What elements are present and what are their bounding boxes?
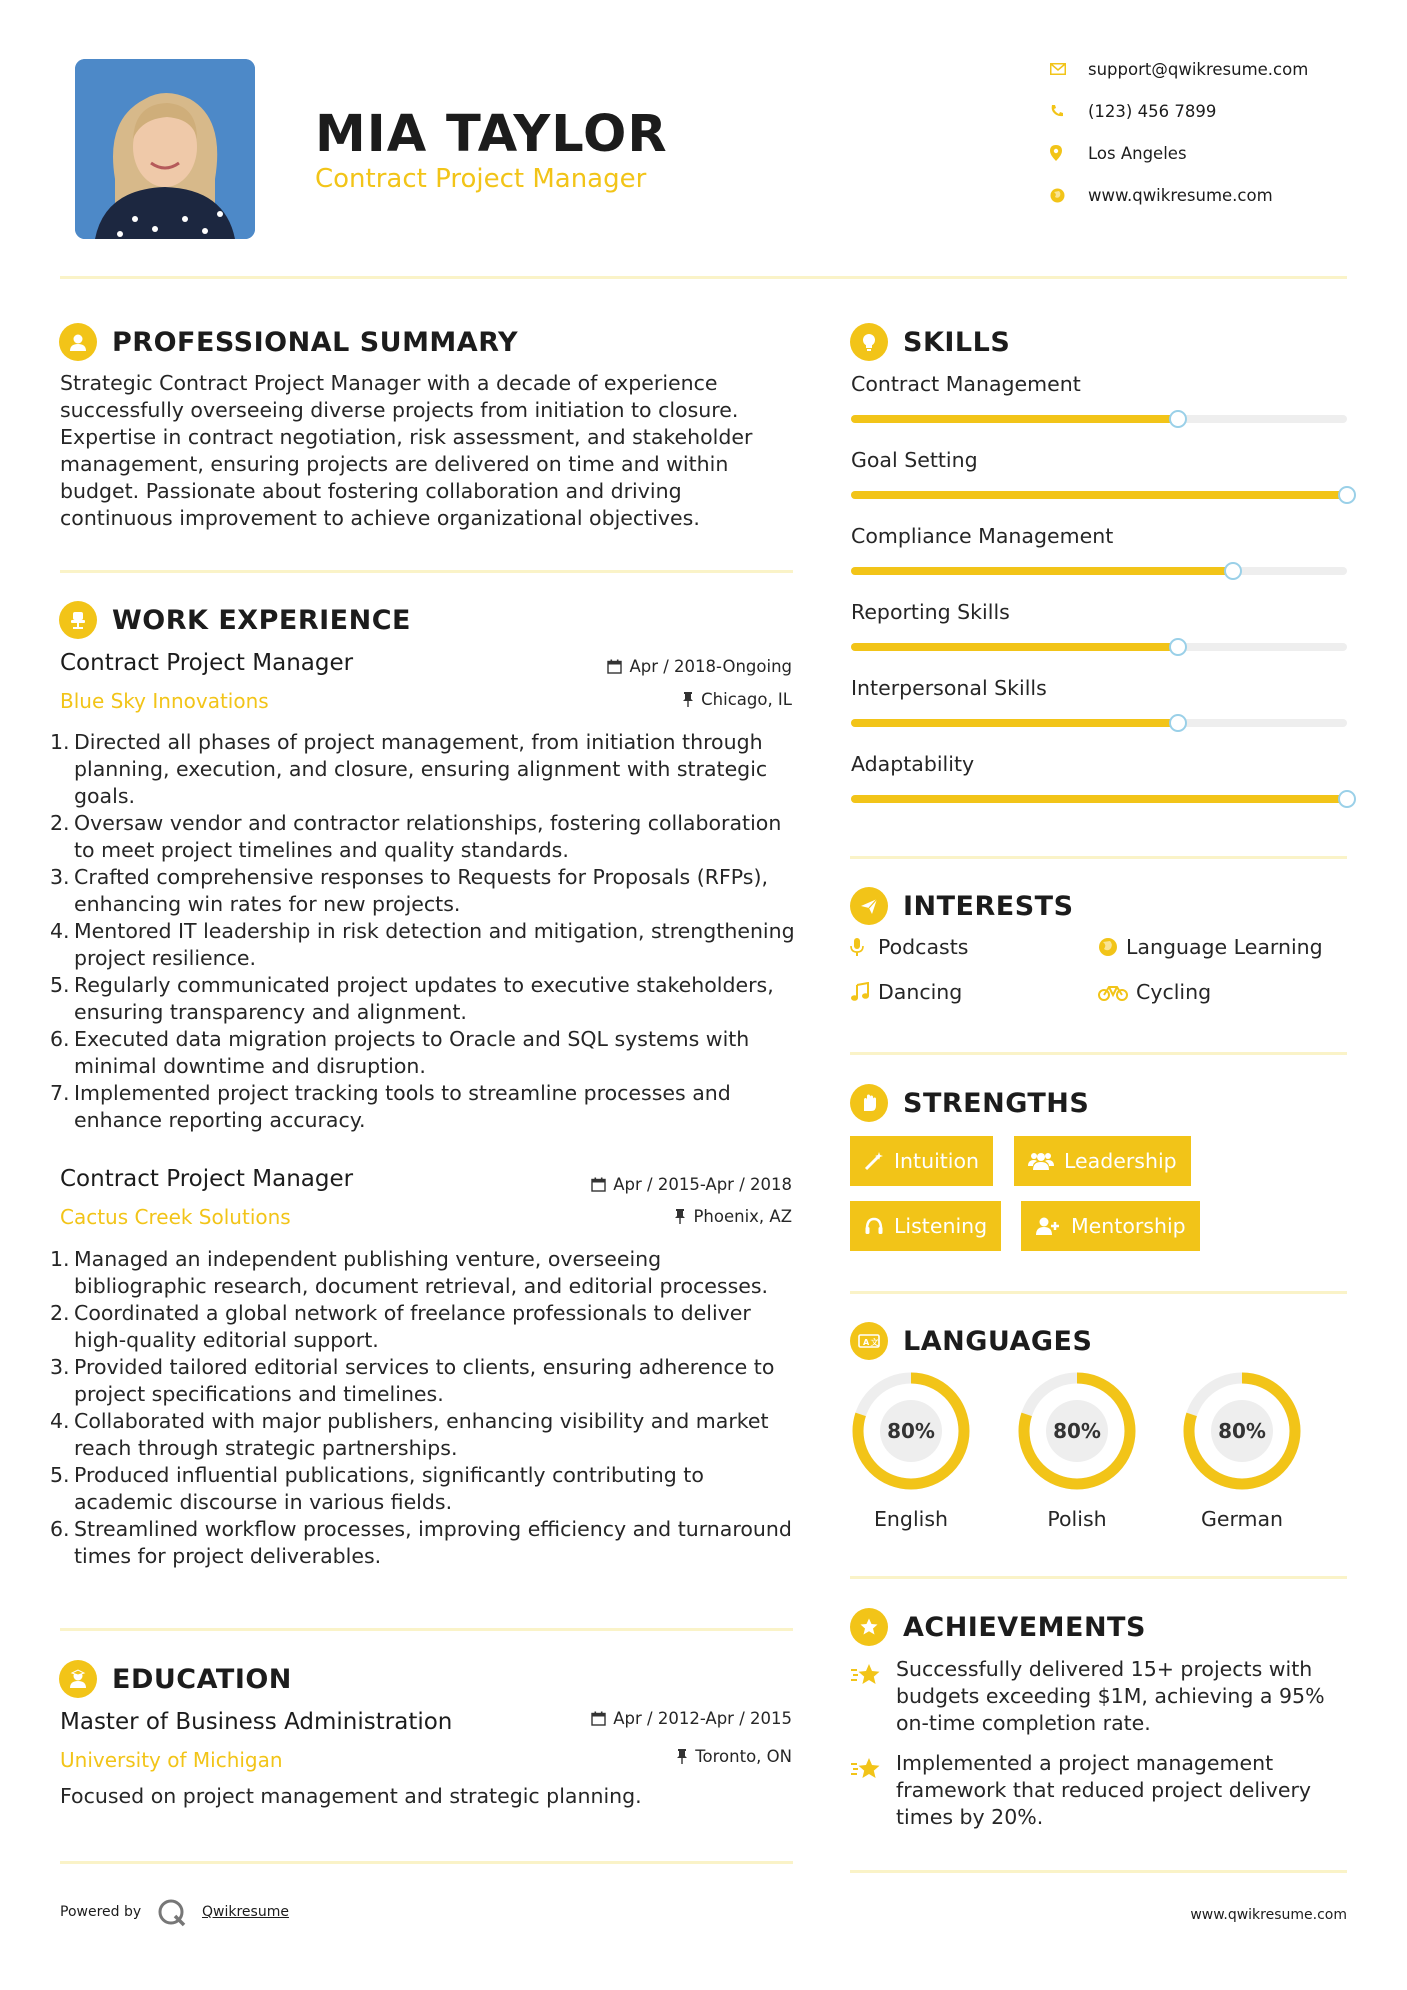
languages-section-header — [850, 1321, 1092, 1361]
achievement-star-icon — [850, 1662, 882, 1692]
summary-text: Strategic Contract Project Manager with a decade of experience successfully overseeing diverse projects from initiation to closure. Expertise in contract negotiation, risk assessment, and stakeholder management, ensuring projects are delivered on time and within budget. Passionate about fostering collaboration and driving continuous improvement to achieve organizational objectives. — [60, 371, 753, 530]
magic-wand-icon — [864, 1151, 884, 1171]
powered-by-label: Powered by — [60, 1904, 142, 1920]
envelope-icon — [1050, 63, 1088, 75]
lightbulb-icon — [850, 323, 888, 361]
skill-label: Reporting Skills — [851, 600, 1010, 624]
language-ring — [1180, 1369, 1304, 1493]
education-location-text: Toronto, ON — [695, 1747, 792, 1766]
strength-label: Mentorship — [1071, 1214, 1186, 1238]
school-name: University of Michigan — [60, 1748, 283, 1772]
skill-progress-bar — [851, 415, 1347, 423]
skill-progress-fill — [851, 567, 1233, 575]
header-divider — [60, 276, 1347, 279]
skills-section-header — [850, 322, 1010, 362]
office-chair-icon — [59, 601, 97, 639]
strength-tag — [1021, 1201, 1200, 1251]
interests-section-header — [850, 886, 1074, 926]
map-pin-icon — [1050, 145, 1088, 161]
hand-icon — [850, 1084, 888, 1122]
education-divider — [60, 1861, 793, 1864]
language-ring — [849, 1369, 973, 1493]
contact-email[interactable] — [1050, 54, 1350, 84]
headphones-icon — [864, 1216, 884, 1236]
skill-level-knob — [1338, 486, 1356, 504]
interest-label: Language Learning — [1126, 935, 1323, 959]
language-ring — [1015, 1369, 1139, 1493]
skill-progress-bar — [851, 643, 1347, 651]
job-location-text: Phoenix, AZ — [693, 1207, 792, 1226]
interests-heading: INTERESTS — [903, 890, 1074, 922]
summary-section-header — [59, 322, 518, 362]
skill-progress-fill — [851, 415, 1178, 423]
skill-progress-bar — [851, 491, 1347, 499]
strength-label: Leadership — [1064, 1149, 1177, 1173]
job-location — [520, 1207, 792, 1226]
interest-label: Cycling — [1136, 980, 1212, 1004]
profile-photo — [75, 59, 255, 239]
interests-divider — [850, 1052, 1347, 1055]
contact-location — [1050, 138, 1350, 168]
education-dates — [520, 1709, 792, 1728]
education-description: Focused on project management and strategic planning. — [60, 1784, 642, 1808]
music-note-icon — [850, 982, 878, 1002]
strengths-heading: STRENGTHS — [903, 1087, 1090, 1119]
education-heading: EDUCATION — [112, 1663, 292, 1695]
contact-location-text: Los Angeles — [1088, 143, 1187, 163]
paper-plane-icon — [850, 887, 888, 925]
globe-icon — [1098, 937, 1126, 957]
language-percent: 80% — [1053, 1419, 1101, 1443]
achievements-divider — [850, 1870, 1347, 1873]
qwikresume-link[interactable]: Qwikresume — [202, 1904, 289, 1920]
strengths-section-header — [850, 1083, 1089, 1123]
interest-item — [850, 935, 968, 959]
skills-heading: SKILLS — [903, 326, 1011, 358]
list-item: 1. Directed all phases of project management, from initiation through planning, execution, and closure, ensuring alignment with strategic goals. — [50, 730, 768, 808]
globe-icon — [1050, 188, 1088, 203]
skill-progress-bar — [851, 567, 1347, 575]
pushpin-icon — [682, 692, 694, 707]
achievements-heading: ACHIEVEMENTS — [903, 1611, 1146, 1643]
skill-level-knob — [1169, 714, 1187, 732]
strength-tag — [1014, 1136, 1191, 1186]
job-company: Cactus Creek Solutions — [60, 1205, 291, 1229]
education-section-header — [59, 1659, 292, 1699]
achievement-text: Implemented a project management framework that reduced project delivery times by 20%. — [896, 1751, 1312, 1829]
svg-text:文: 文 — [870, 1338, 879, 1347]
job-bullet-list — [50, 1246, 795, 1570]
skill-level-knob — [1169, 638, 1187, 656]
footer-url[interactable]: www.qwikresume.com — [1190, 1907, 1347, 1923]
job-dates — [520, 1175, 792, 1194]
education-dates-text: Apr / 2012-Apr / 2015 — [613, 1709, 792, 1728]
list-item: 2. Coordinated a global network of freelance professionals to deliver high-quality editorial support. — [50, 1301, 751, 1352]
list-item: 3. Crafted comprehensive responses to Requests for Proposals (RFPs), enhancing win rates for new projects. — [50, 865, 768, 916]
achievement-star-icon — [850, 1756, 882, 1786]
contact-phone-text: (123) 456 7899 — [1088, 101, 1217, 121]
job-dates-text: Apr / 2018-Ongoing — [629, 657, 792, 676]
phone-icon — [1050, 104, 1088, 118]
job-bullet-list — [50, 729, 795, 1134]
job-location — [520, 690, 792, 709]
contact-website-text: www.qwikresume.com — [1088, 185, 1273, 205]
job-title: Contract Project Manager — [60, 1166, 354, 1192]
experience-section-header — [59, 600, 411, 640]
star-badge-icon — [850, 1608, 888, 1646]
job-dates-text: Apr / 2015-Apr / 2018 — [613, 1175, 792, 1194]
skill-progress-bar — [851, 719, 1347, 727]
list-item: 6. Streamlined workflow processes, improving efficiency and turnaround times for project deliverables. — [50, 1517, 792, 1568]
languages-divider — [850, 1576, 1347, 1579]
degree-title: Master of Business Administration — [60, 1709, 453, 1735]
job-location-text: Chicago, IL — [701, 690, 792, 709]
candidate-name: MIA TAYLOR — [315, 105, 668, 164]
microphone-icon — [850, 937, 878, 957]
svg-text:A: A — [863, 1338, 870, 1347]
skill-progress-fill — [851, 719, 1178, 727]
summary-divider — [60, 570, 793, 573]
skill-label: Contract Management — [851, 372, 1081, 396]
list-item: 5. Regularly communicated project updates to executive stakeholders, ensuring transparency and alignment. — [50, 973, 774, 1024]
education-location — [520, 1747, 792, 1766]
interest-item — [850, 980, 962, 1004]
list-item: 5. Produced influential publications, significantly contributing to academic discourse in various fields. — [50, 1463, 704, 1514]
skill-level-knob — [1338, 790, 1356, 808]
list-item: 3. Provided tailored editorial services to clients, ensuring adherence to project specifications and timelines. — [50, 1355, 775, 1406]
experience-heading: WORK EXPERIENCE — [112, 604, 411, 636]
language-label: Polish — [1047, 1507, 1107, 1531]
skill-progress-bar — [851, 795, 1347, 803]
job-dates — [520, 657, 792, 676]
strengths-divider — [850, 1291, 1347, 1294]
interest-item — [1098, 980, 1211, 1004]
list-item: 2. Oversaw vendor and contractor relationships, fostering collaboration to meet project timelines and quality standards. — [50, 811, 782, 862]
skill-label: Goal Setting — [851, 448, 978, 472]
list-item: 1. Managed an independent publishing venture, overseeing bibliographic research, document retrieval, and editorial processes. — [50, 1247, 769, 1298]
qwikresume-logo-icon — [157, 1898, 187, 1932]
calendar-icon — [591, 1711, 606, 1726]
strength-tag — [850, 1136, 993, 1186]
user-plus-icon — [1035, 1216, 1061, 1236]
list-item: 4. Collaborated with major publishers, enhancing visibility and market reach through strategic partnerships. — [50, 1409, 769, 1460]
language-label: English — [873, 1507, 949, 1531]
language-label: German — [1200, 1507, 1284, 1531]
calendar-icon — [591, 1177, 606, 1192]
skills-divider — [850, 856, 1347, 859]
bicycle-icon — [1098, 983, 1136, 1001]
graduate-icon — [59, 1660, 97, 1698]
list-item: 4. Mentored IT leadership in risk detection and mitigation, strengthening project resilience. — [50, 919, 795, 970]
experience-divider — [60, 1628, 793, 1631]
list-item: 6. Executed data migration projects to Oracle and SQL systems with minimal downtime and disruption. — [50, 1027, 750, 1078]
strength-tag — [850, 1201, 1001, 1251]
interest-item — [1098, 935, 1323, 959]
skill-progress-fill — [851, 795, 1347, 803]
pushpin-icon — [674, 1209, 686, 1224]
list-item: 7. Implemented project tracking tools to streamline processes and enhance reporting accuracy. — [50, 1081, 731, 1132]
skill-progress-fill — [851, 491, 1347, 499]
strength-label: Listening — [894, 1214, 988, 1238]
contact-phone[interactable] — [1050, 96, 1350, 126]
interest-label: Dancing — [878, 980, 963, 1004]
user-icon — [59, 323, 97, 361]
users-icon — [1028, 1151, 1054, 1171]
skill-label: Interpersonal Skills — [851, 676, 1047, 700]
job-company: Blue Sky Innovations — [60, 689, 269, 713]
languages-heading: LANGUAGES — [903, 1325, 1093, 1357]
achievement-text: Successfully delivered 15+ projects with budgets exceeding $1M, achieving a 95% on-time completion rate. — [896, 1657, 1325, 1735]
skill-level-knob — [1224, 562, 1242, 580]
skill-label: Compliance Management — [851, 524, 1114, 548]
skill-progress-fill — [851, 643, 1178, 651]
contact-email-text: support@qwikresume.com — [1088, 59, 1309, 79]
skill-label: Adaptability — [851, 752, 975, 776]
candidate-title: Contract Project Manager — [315, 164, 647, 194]
language-percent: 80% — [887, 1419, 935, 1443]
summary-heading: PROFESSIONAL SUMMARY — [112, 326, 519, 358]
strength-label: Intuition — [894, 1149, 980, 1173]
language-percent: 80% — [1218, 1419, 1266, 1443]
skill-level-knob — [1169, 410, 1187, 428]
interest-label: Podcasts — [878, 935, 969, 959]
calendar-icon — [607, 659, 622, 674]
language-icon — [850, 1322, 888, 1360]
job-title: Contract Project Manager — [60, 650, 354, 676]
pushpin-icon — [676, 1749, 688, 1764]
achievements-section-header — [850, 1607, 1146, 1647]
contact-website[interactable] — [1050, 180, 1350, 210]
